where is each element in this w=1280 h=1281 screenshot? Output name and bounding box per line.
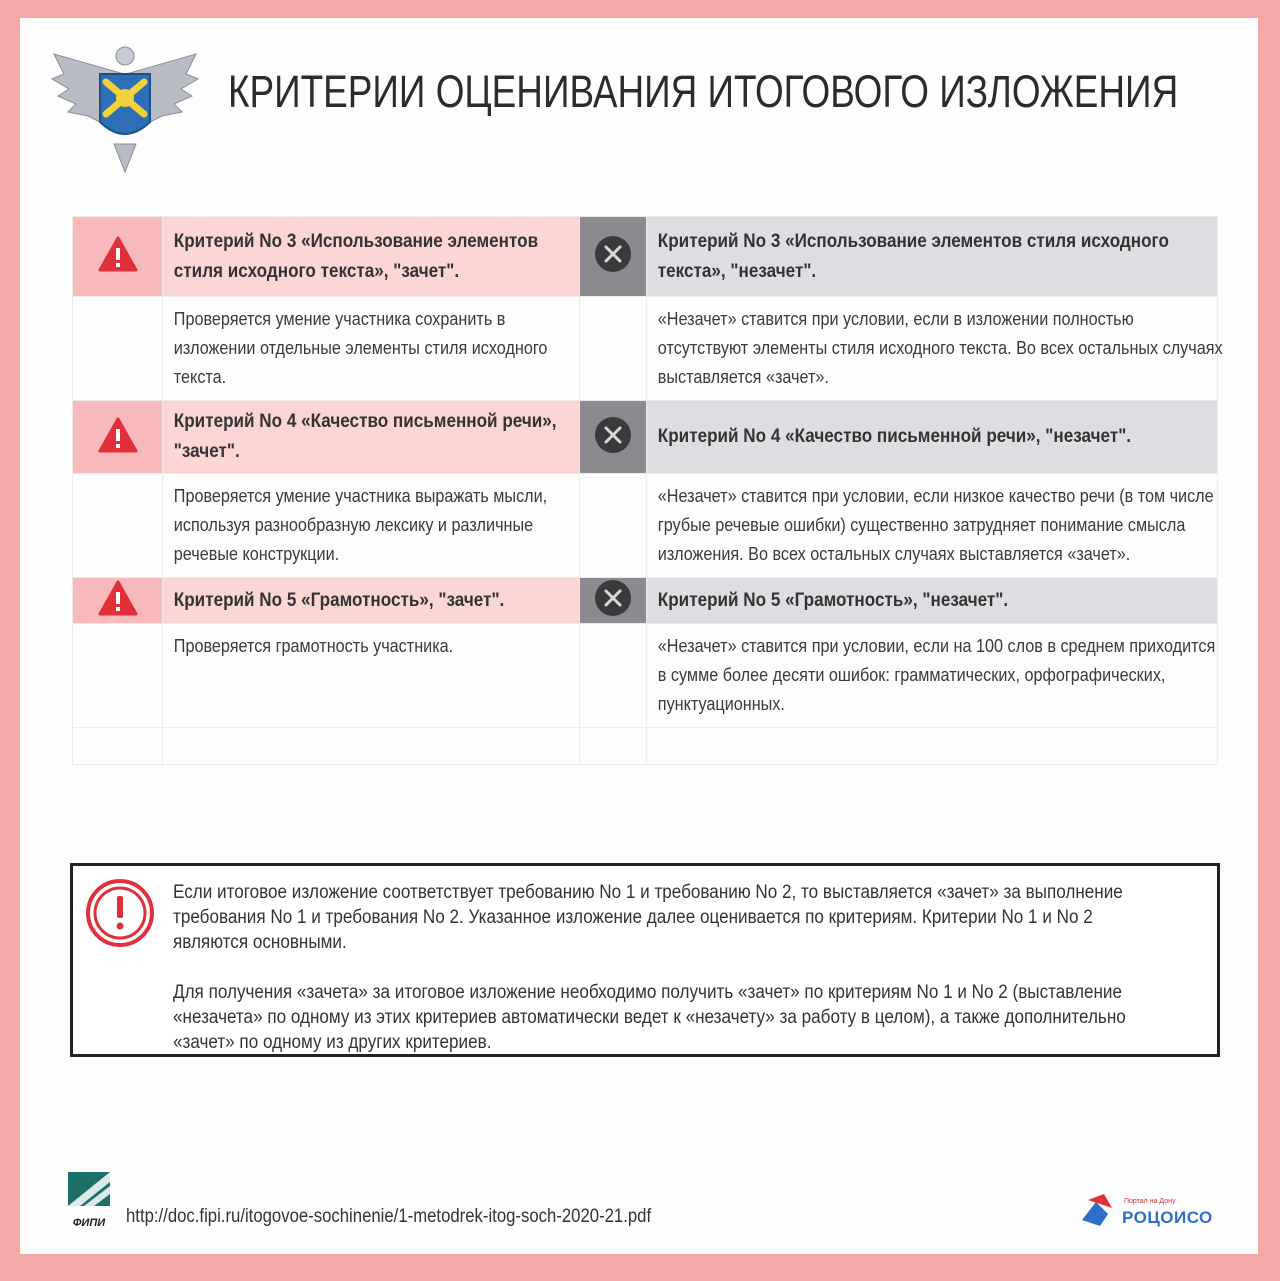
criterion-4-pass-icon-cell [73, 401, 163, 474]
source-link[interactable]: http://doc.fipi.ru/itogovoe-sochinenie/1-metodrek-itog-soch-2020-21.pdf [126, 1206, 652, 1227]
fipi-label: ФИПИ [72, 1217, 106, 1229]
notice-paragraph-2: Для получения «зачета» за итоговое изложение необходимо получить «зачет» по критериям No 1 и No 2 (выставление «незачета» по одному из этих критериев автоматически ведет к «незачету» за работу в целом), а также дополнительно «зачет» по одному из других критериев. [173, 982, 1126, 1053]
criterion-4-desc-row [73, 474, 1218, 578]
empty-row [73, 728, 1218, 765]
exclamation-circle-icon [85, 878, 155, 948]
criterion-5-fail-title: Критерий No 5 «Грамотность», "незачет". [658, 589, 1009, 611]
criterion-4-fail-title: Критерий No 4 «Качество письменной речи», "незачет". [658, 426, 1132, 447]
empty-cell [73, 297, 163, 401]
criterion-5-fail-title-cell [647, 578, 1218, 624]
criterion-4-header-row [73, 401, 1218, 474]
notice-text [173, 880, 1172, 1080]
cross-circle-icon [593, 415, 633, 455]
criterion-3-pass-desc-cell [163, 297, 580, 401]
notice-paragraph-1: Если итоговое изложение соответствует требованию No 1 и требованию No 2, то выставляется «зачет» за выполнение требования No 1 и требования No 2. Указанное изложение далее оценивается по критериям. Критерии No 1 и No 2 являются основными. [173, 882, 1123, 953]
criterion-4-pass-desc: Проверяется умение участника выражать мысли, используя разнообразную лексику и различные речевые конструкции. [173, 486, 548, 564]
criterion-3-header-row [73, 217, 1218, 297]
criterion-3-fail-desc-cell [647, 297, 1224, 401]
criterion-5-desc-row [73, 624, 1218, 728]
empty-cell [73, 624, 163, 728]
criterion-5-pass-title: Критерий No 5 «Грамотность», "зачет". [173, 589, 505, 611]
criterion-3-fail-title: Критерий No 3 «Использование элементов стиля исходного текста», "незачет". [658, 230, 1170, 282]
criterion-3-pass-desc: Проверяется умение участника сохранить в изложении отдельные элементы стиля исходного текста. [173, 309, 548, 387]
criterion-3-fail-desc: «Незачет» ставится при условии, если в изложении полностью отсутствуют элементы стиля исходного текста. Во всех остальных случаях выставляется «зачет». [658, 309, 1224, 387]
criterion-4-fail-title-cell [647, 401, 1218, 474]
criterion-5-pass-desc-cell [163, 624, 580, 728]
criterion-5-fail-desc: «Незачет» ставится при условии, если на 100 слов в среднем приходится в сумме более десяти ошибок: грамматических, орфографических, пунктуационных. [658, 636, 1216, 714]
criterion-5-pass-desc: Проверяется грамотность участника. [173, 636, 454, 656]
criteria-table [72, 216, 1224, 765]
page-title: КРИТЕРИИ ОЦЕНИВАНИЯ ИТОГОВОГО ИЗЛОЖЕНИЯ [228, 66, 1179, 117]
criterion-3-pass-icon-cell [73, 217, 163, 297]
warning-icon [98, 580, 138, 616]
criterion-3-pass-title: Критерий No 3 «Использование элементов стиля исходного текста», "зачет". [173, 230, 539, 282]
criterion-4-pass-title-cell [163, 401, 580, 474]
empty-cell [73, 728, 163, 765]
header [20, 18, 1258, 168]
criterion-5-header-row [73, 578, 1218, 624]
criterion-4-fail-desc: «Незачет» ставится при условии, если низкое качество речи (в том числе грубые речевые ошибки) существенно затрудняет понимание смысла изложения. Во всех остальных случаях выставляется «зачет». [658, 486, 1215, 564]
page [20, 18, 1258, 1254]
criterion-3-fail-title-cell [647, 217, 1218, 297]
empty-cell [73, 474, 163, 578]
notice-box [70, 863, 1220, 1057]
cross-circle-icon [593, 234, 633, 274]
roi-tagline: Портал на Дону [1124, 1198, 1176, 1205]
warning-icon [98, 236, 138, 272]
fipi-logo-icon [66, 1170, 112, 1232]
empty-cell [647, 728, 1218, 765]
empty-cell [580, 728, 647, 765]
emblem-eagle-icon [44, 34, 206, 174]
criterion-4-fail-desc-cell [647, 474, 1218, 578]
criterion-5-pass-icon-cell [73, 578, 163, 624]
criterion-3-desc-row [73, 297, 1218, 401]
cross-circle-icon [593, 578, 633, 618]
roi-name: РОЦОИСО [1122, 1208, 1213, 1227]
warning-icon [98, 417, 138, 453]
criterion-3-pass-title-cell [163, 217, 580, 297]
criterion-4-pass-desc-cell [163, 474, 580, 578]
criterion-4-pass-title: Критерий No 4 «Качество письменной речи», "зачет". [173, 411, 557, 462]
empty-cell [163, 728, 580, 765]
criterion-5-pass-title-cell [163, 578, 580, 624]
criterion-5-fail-desc-cell [647, 624, 1218, 728]
